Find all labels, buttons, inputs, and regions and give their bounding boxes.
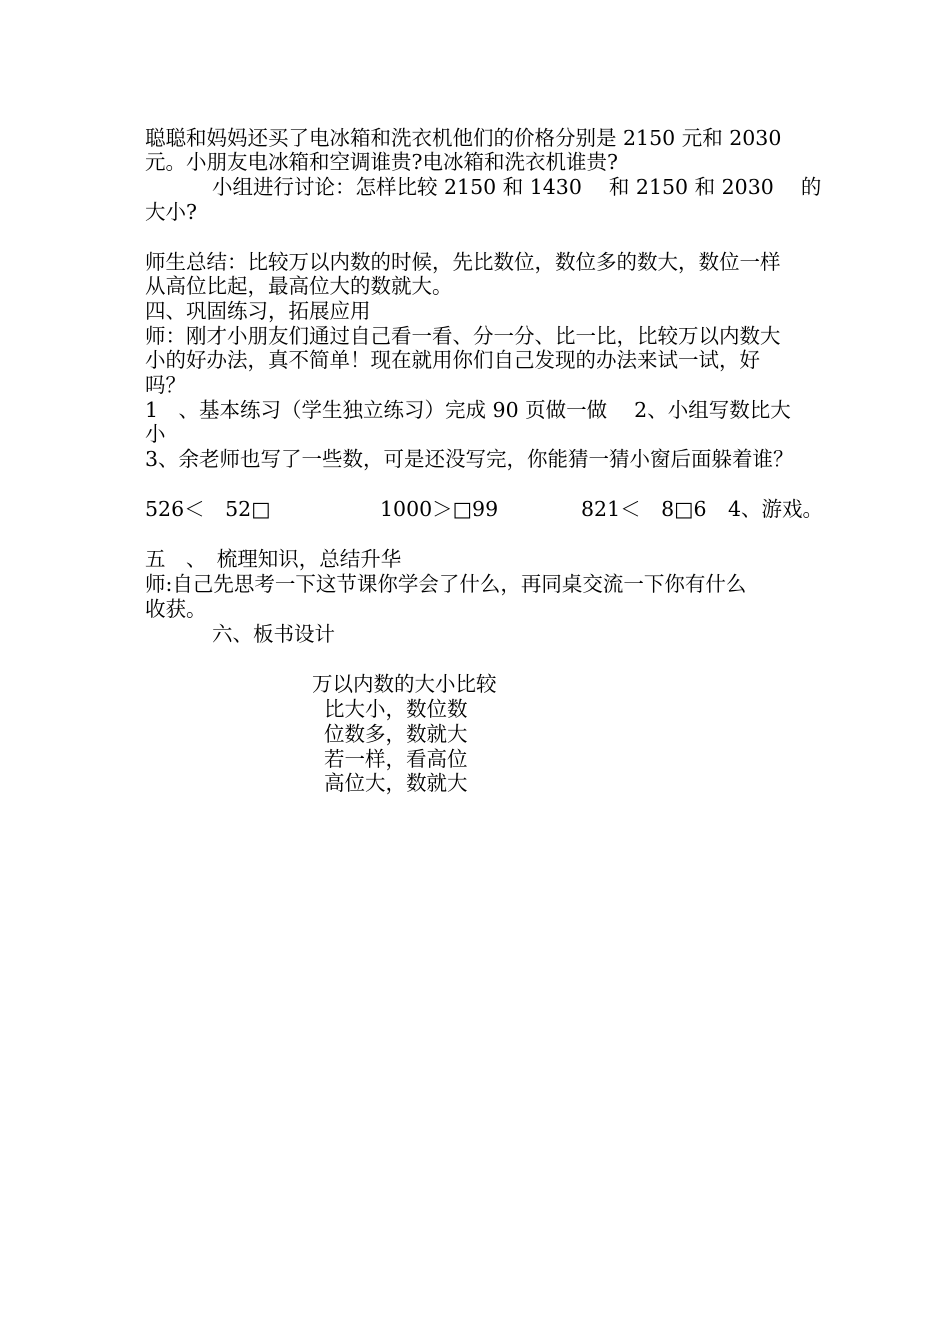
summary-line-2: 从高位比起，最高位大的数就大。 <box>145 274 453 298</box>
teacher-line-3: 吗？ <box>145 373 186 397</box>
board-title: 万以内数的大小比较 <box>312 672 497 696</box>
board-line-2: 位数多，数就大 <box>324 722 468 746</box>
puzzle-2: 1000＞□99 <box>380 497 499 521</box>
board-line-1: 比大小，数位数 <box>324 697 468 721</box>
exercise-line-2: 小 <box>145 422 166 446</box>
group-discussion-line-1: 小组进行讨论：怎样比较 2150 和 1430 和 2150 和 2030 的 <box>212 175 822 199</box>
reflect-line-1: 师:自己先思考一下这节课你学会了什么，再同桌交流一下你有什么 <box>145 572 747 596</box>
paragraph-price-line-1: 聪聪和妈妈还买了电冰箱和洗衣机他们的价格分别是 2150 元和 2030 <box>145 126 782 150</box>
summary-line-1: 师生总结：比较万以内数的时候，先比数位，数位多的数大，数位一样 <box>145 250 781 274</box>
board-line-3: 若一样，看高位 <box>324 747 468 771</box>
exercise-line-1: 1 、基本练习（学生独立练习）完成 90 页做一做 2、小组写数比大 <box>145 398 791 422</box>
section-4-heading: 四、巩固练习，拓展应用 <box>145 299 371 323</box>
teacher-line-1: 师：刚才小朋友们通过自己看一看、分一分、比一比，比较万以内数大 <box>145 324 781 348</box>
section-6-heading: 六、板书设计 <box>212 622 335 646</box>
exercise-3-line: 3、余老师也写了一些数，可是还没写完，你能猜一猜小窗后面躲着谁？ <box>145 447 794 471</box>
puzzle-1: 526＜ 52□ <box>145 497 271 521</box>
group-discussion-line-2: 大小? <box>145 200 197 224</box>
section-5-heading: 五 、 梳理知识，总结升华 <box>145 547 402 571</box>
board-line-4: 高位大，数就大 <box>324 771 468 795</box>
puzzle-3: 821＜ 8□6 <box>581 497 707 521</box>
game-item: 4、游戏。 <box>728 497 824 521</box>
reflect-line-2: 收获。 <box>145 597 207 621</box>
teacher-line-2: 小的好办法，真不简单！现在就用你们自己发现的办法来试一试，好 <box>145 348 760 372</box>
paragraph-price-line-2: 元。小朋友电冰箱和空调谁贵?电冰箱和洗衣机谁贵? <box>145 150 618 174</box>
